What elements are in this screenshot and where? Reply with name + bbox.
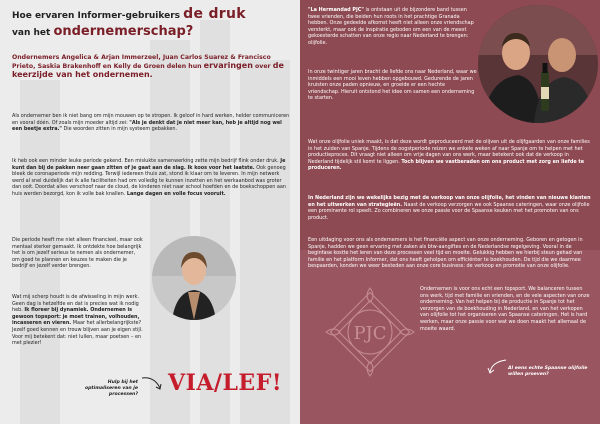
svg-text:PJC: PJC <box>353 323 387 344</box>
right-paragraph-2: In onze twintiger jaren bracht de liefde ons naar Nederland, waar we inmiddels een mooi leven hebben opgebouwd. Gedurende de jaren kruisten onze paden opnieuw, en groeide er een hechte vriendschap. Hieruit ontstond het idee om samen een onderneming te starten. <box>308 69 477 102</box>
vialef-logo[interactable]: VIA/LEF! <box>168 370 282 396</box>
caption-left: Hulp bij het optimaliseren van je processen? <box>84 380 138 397</box>
intro-text: Ondernemers Angelica & Arjan Immerzeel, Juan Carlos Suarez & Francisco Prieto, Saskia Brakenhoff en Kelly de Groen delen hun ervaringen over de keerzijde van het ondernemen. <box>12 54 284 80</box>
pjc-logo <box>320 282 420 382</box>
woman-portrait <box>152 236 236 320</box>
right-paragraph-1: "La Hermandad PJC" is ontstaan uit de bijzondere band tussen twee vrienden, die beiden hun roots in het prachtige Granada hebben. Onze gedeelde afkomst heeft niet alleen onze vriendschap versterkt, maar ook de inspiratie geboden om een van de meest gekoesterde schatten van onze regio naar Nederland te brengen: olijfolie. <box>308 7 474 46</box>
paragraph-2: Ik heb ook een minder leuke periode gekend. Een mislukte samenwerking zette mijn bedrijf flink onder druk. Je kunt dan bij de pakken neer gaan zitten of je gaat aan de slag. Ik koos voor het laatste. Ook genoeg bleek de coronaperiode mijn redding. Terwijl iedereen thuis zat, stond ik klaar om te leveren. In mijn netwerk werd al snel duidelijk dat ik alle faciliteiten had om volledig te kunnen inzetten en het werkaanbod was groter dan ooit. Doordat alles verschoof naar de cloud, de kinderen niet naar school hoefden en de boekschoppen aan huis werden bezorgd, kon ik volle bak knallen. Lange dagen en volle focus vooruit. <box>12 158 287 197</box>
paragraph-4: Wat mij scherp houdt is de afwisseling in mijn werk. Geen dag is hetzelfde en dat is precies wat ik nodig heb. Ik floreer bij dynamiek. Ondernemen is gewoon topsport: je moet trainen, volhouden, incasseren en vieren. Maar het allerbelangrijkste? Jezelf goed kennen en trouw blijven aan je eigen stijl. Voor mij betekent dat: niet lullen, maar poetsen – en met plezier! <box>12 294 143 347</box>
arrow-icon-right <box>486 358 508 376</box>
caption-right: Al eens echte Spaanse olijfolie willen proeven? <box>508 366 588 377</box>
right-paragraph-5: Een uitdaging voor ons als ondernemers is het financiële aspect van onze onderneming. Geboren en getogen in Spanje, hadden we geen ervaring met zaken als btw-aangiftes en de Nederlandse regelgeving. Vooral in de beginfase kostte het leren van deze processen veel tijd en moeite. Gelukkig hebben we hierbij steun gehad van familie en het platform Informer, dat ons heeft geholpen om efficiënter te boekhouden. De tijd die we daarmee bespaarden, konden we weer besteden aan onze core business: de verkoop en promotie van onze olijfolie. <box>308 237 583 270</box>
right-paragraph-3: Wat onze olijfolie uniek maakt, is dat deze wordt geproduceerd met de olijven uit de olijfgaarden van onze families in het zuiden van Spanje. Tijdens de oogstperiode reizen we enkele weken af naar Spanje om te helpen met het productieproces. Dit vraagt niet alleen om vrije dagen van ons werk, maar betekent ook dat de verkoop in Nederland tijdelijk stil komt te liggen. Toch blijven we vastberaden om ons product met zorg en liefde te produceren. <box>308 139 590 172</box>
paragraph-1: Als ondernemer ben ik niet bang om mijn mouwen op te stropen. Ik geloof in hard werken, helder communiceren en vooral dóén. Of zoals mijn moeder altijd zei: "Als je denkt dat je niet meer kan, heb je altijd nog wel een beetje extra." Die woorden zitten in mijn systeem gebakken. <box>12 113 290 133</box>
right-page <box>300 0 600 424</box>
paragraph-3: Die periode heeft me niet alleen financieel, maar ook mentaal sterker gemaakt. Ik ontdekte hoe belangrijk het is om jezelf serieus te nemen als ondernemer, om goed te plannen en keuzes te maken die je bedrijf en jezelf verder brengen. <box>12 237 143 270</box>
page-heading: Hoe ervaren Informer-gebruikers de druk van het ondernemerschap? <box>12 6 246 39</box>
right-paragraph-4: In Nederland zijn we wekelijks bezig met de verkoop van onze olijfolie, het vinden van nieuwe klanten en het uitwerken van strategieën. Naast de verkoop verzorgen we ook Spaanse cateringen, waar onze olijfolie een prominente rol speelt. Zo combineren we onze passie voor de Spaanse keuken met het promoten van ons product. <box>308 195 591 221</box>
right-paragraph-6: Ondernemen is voor ons echt een topsport. We balanceren tussen ons werk, tijd met familie en vrienden, en de vele aspecten van onze onderneming. Van het helpen bij de productie in Spanje tot het verzorgen van de boekhouding in Nederland, en van het verkopen van olijfolie tot het organiseren van Spaanse cateringen. Het is hard werken, maar onze passie voor wat we doen maakt het allemaal de moeite waard. <box>420 286 590 332</box>
founders-photo <box>478 5 598 123</box>
arrow-icon <box>140 374 166 394</box>
